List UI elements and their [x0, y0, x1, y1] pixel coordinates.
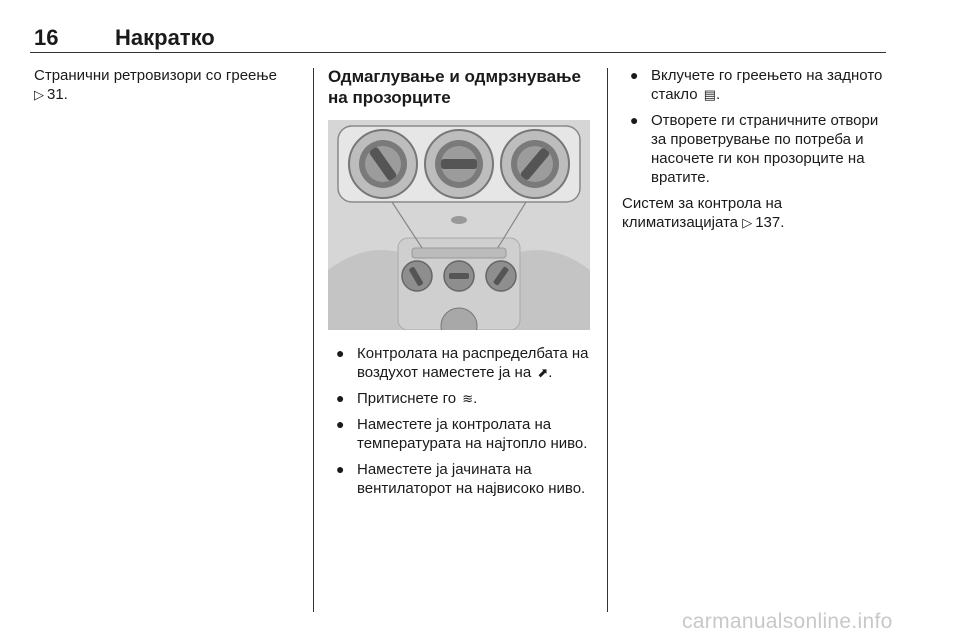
header-rule: [30, 52, 886, 53]
paragraph: [34, 66, 304, 104]
page-reference[interactable]: 137.: [755, 214, 785, 231]
reference-arrow-icon: ▷: [34, 87, 44, 102]
rear-window-heating-icon: ▤: [703, 87, 717, 102]
paragraph: [622, 194, 884, 232]
climate-control-reference-text: Систем за контрола на климатизацијата: [622, 195, 783, 231]
list-item-text: Контролата на распределбата на воздухот наместете ја на: [357, 345, 589, 381]
list-item-text: Вклучете го греењето на задното стакло: [651, 67, 883, 103]
mirror-heating-text: Странични ретровизори со греење: [34, 67, 277, 84]
list-item-text: Наместете ја контролата на температурата на најтопло ниво.: [357, 416, 588, 452]
page-reference[interactable]: 31.: [47, 86, 68, 103]
column-divider: [607, 68, 608, 612]
reference-arrow-icon: ▷: [742, 215, 753, 230]
column-divider: [313, 68, 314, 612]
column-3: [622, 66, 884, 238]
bullet-icon: ●: [336, 461, 345, 477]
list-item-text: Притиснете го: [357, 390, 457, 407]
list-item: ● Контролата на распределбата на воздухот наместете ја на ⬈.: [336, 345, 589, 381]
list-item: [328, 415, 594, 453]
climate-control-illustration: [328, 120, 590, 330]
bullet-icon: ●: [336, 416, 345, 432]
column-2: [328, 66, 594, 505]
windscreen-defrost-icon: ≋: [462, 391, 474, 406]
windscreen-airflow-icon: ⬈: [537, 365, 549, 380]
bullet-icon: ●: [336, 390, 345, 406]
climate-control-figure: [328, 120, 590, 330]
column-1: [34, 66, 304, 110]
list-item: ● Вклучете го греењето на задното стакло ▤.: [630, 67, 883, 103]
list-item-text: Отворете ги страничните отвори за проветрување по потреба и насочете ги кон прозорците на вратите.: [651, 112, 879, 186]
instruction-list: [622, 66, 884, 187]
running-title: Накратко: [115, 25, 215, 50]
section-heading: Одмаглување и одмрзнување на прозорците: [328, 67, 581, 107]
page-number: 16: [34, 25, 59, 50]
watermark: carmanualsonline.info: [682, 610, 893, 633]
bullet-icon: ●: [630, 112, 639, 128]
bullet-icon: ●: [630, 67, 639, 83]
instruction-list: [328, 344, 594, 498]
list-item: [328, 460, 594, 498]
list-item: ● Притиснете го ≋.: [336, 390, 478, 407]
bullet-icon: ●: [336, 345, 345, 361]
list-item-text: Наместете ја јачината на вентилаторот на највисоко ниво.: [357, 461, 586, 497]
list-item: [622, 111, 884, 187]
